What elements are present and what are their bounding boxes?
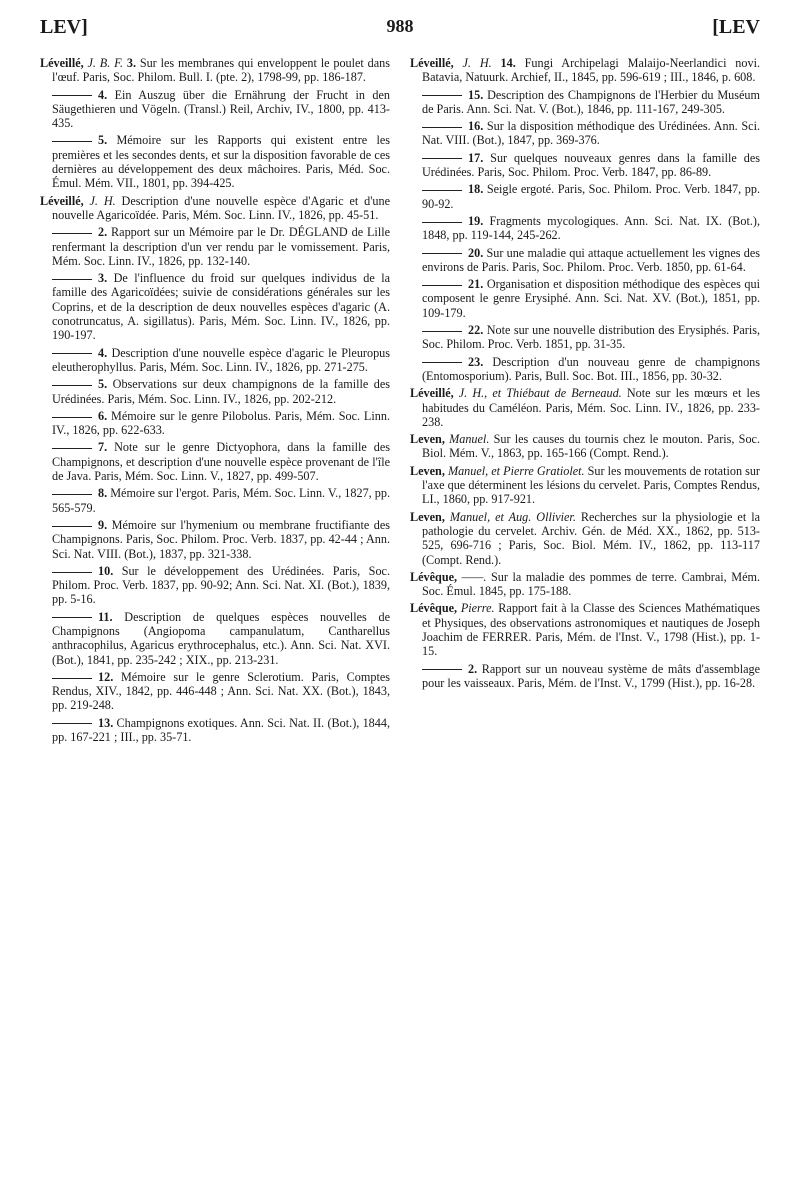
entry-number: 17. — [468, 150, 484, 165]
header-right: [LEV — [712, 16, 760, 38]
bibliography-entry — [410, 432, 760, 461]
entry-given-name: Manuel. — [449, 432, 490, 447]
entry-text: Mémoire sur l'hymenium ou membrane fructifiante des Champignons. Paris, Soc. Philom. Proc. Verb. 1837, pp. 42-44 ; Ann. Sci. Nat. VIII. (Bot.), 1837, pp. 321-338. — [52, 517, 390, 561]
entry-text: Mémoire sur les Rapports qui existent entre les premières et les secondes dents, et sur la disposition favorable de ces dernières au développement des deux mâchoires. Paris, Méd. Soc. Émul. Mém. VII., 1801, pp. 394-425. — [52, 133, 390, 191]
ditto-dash — [52, 572, 92, 573]
bibliography-entry — [40, 440, 390, 483]
bibliography-entry — [410, 355, 760, 384]
entry-text: Mémoire sur le genre Sclerotium. Paris, Comptes Rendus, XIV., 1842, pp. 446-448 ; Ann. Sci. Nat. XX. (Bot.), 1843, pp. 219-248. — [52, 669, 391, 713]
ditto-dash — [52, 494, 92, 495]
entry-text: Sur la disposition méthodique des Urédinées. Ann. Sci. Nat. VIII. (Bot.), 1847, pp. 369-376. — [422, 119, 760, 148]
ditto-dash — [52, 448, 92, 449]
ditto-dash — [52, 678, 92, 679]
ditto-dash — [52, 526, 92, 527]
entry-text: De l'influence du froid sur quelques individus de la famille des Agaricoïdées; suivie de considérations générales sur les Coprins, et de la description de deux nouvelles espèces d'agaric (A. conotruncatus, A. sigillatus). Paris, Mém. Soc. Linn. IV., 1826, pp. 190-197. — [52, 271, 391, 343]
entry-author: Léveillé, — [40, 56, 84, 70]
bibliography-entry — [40, 377, 390, 406]
entry-number: 23. — [468, 354, 484, 369]
bibliography-entry — [40, 518, 390, 561]
entry-author: Leven, — [410, 509, 445, 524]
entry-number: 20. — [468, 245, 484, 260]
entry-text: Rapport sur un nouveau système de mâts d'assemblage pour les vaisseaux. Paris, Mém. de l'Inst. V., 1799 (Hist.), pp. 16-28. — [422, 661, 760, 690]
page-number: 988 — [386, 16, 414, 36]
entry-number: 10. — [98, 563, 114, 578]
bibliography-entry — [410, 119, 760, 148]
ditto-dash — [422, 362, 462, 363]
bibliography-entry — [410, 151, 760, 180]
bibliography-entry — [410, 662, 760, 691]
entry-number: 4. — [98, 345, 108, 360]
entry-text: Champignons exotiques. Ann. Sci. Nat. II. (Bot.), 1844, pp. 167-221 ; III., pp. 35-71. — [52, 715, 391, 745]
columns — [40, 56, 760, 747]
entry-given-name: Manuel, et Pierre Gratiolet. — [447, 463, 585, 478]
bibliography-entry — [40, 670, 390, 713]
entry-number: 15. — [468, 87, 484, 102]
bibliography-entry — [40, 486, 390, 515]
ditto-dash — [422, 127, 462, 128]
entry-number: 2. — [98, 225, 108, 240]
ditto-dash — [52, 723, 92, 724]
bibliography-entry — [410, 386, 760, 429]
ditto-dash — [52, 279, 92, 280]
entry-text: Mémoire sur l'ergot. Paris, Mém. Soc. Linn. V., 1827, pp. 565-579. — [52, 486, 391, 515]
entry-text: Sur quelques nouveaux genres dans la famille des Urédinées. Paris, Soc. Philom. Proc. Verb. 1847, pp. 86-89. — [422, 150, 761, 180]
entry-number: 8. — [98, 486, 108, 501]
entry-given-name: J. B. F. — [87, 56, 124, 70]
ditto-dash — [52, 141, 92, 142]
ditto-dash — [422, 158, 462, 159]
entry-given-name: Manuel, et Aug. Ollivier. — [449, 509, 576, 524]
ditto-dash — [422, 190, 462, 191]
bibliography-entry — [410, 601, 760, 658]
entry-text: Fungi Archipelagi Malaijo-Neerlandici novi. Batavia, Natuurk. Archief, II., 1845, pp. 596-619 ; III., 1846, p. 608. — [422, 56, 761, 85]
entry-text: Note sur une nouvelle distribution des Erysiphés. Paris, Soc. Philom. Proc. Verb. 1851, pp. 31-35. — [422, 323, 760, 352]
bibliography-entry — [40, 409, 390, 438]
bibliography-entry — [410, 323, 760, 352]
running-header — [40, 10, 760, 40]
bibliography-entry — [410, 570, 760, 599]
entry-number: 2. — [468, 661, 478, 676]
ditto-dash — [52, 617, 92, 618]
entry-text: Sur les causes du tournis chez le mouton. Paris, Soc. Biol. Mém. V., 1863, pp. 165-166 (Compt. Rend.). — [422, 432, 760, 461]
ditto-dash — [52, 353, 92, 354]
bibliography-entry — [410, 182, 760, 211]
entry-given-name: J. H. — [462, 56, 492, 70]
entry-text: Description d'une nouvelle espèce d'Agaric et d'une nouvelle Agaricoïdée. Paris, Mém. Soc. Linn. IV., 1826, pp. 45-51. — [52, 193, 391, 222]
entry-text: Mémoire sur le genre Pilobolus. Paris, Mém. Soc. Linn. IV., 1826, pp. 622-633. — [52, 408, 390, 438]
ditto-dash — [422, 253, 462, 254]
entry-number: 7. — [98, 440, 108, 455]
entry-given-name: J. H., et Thiébaut de Berneaud. — [458, 386, 622, 401]
entry-author: Léveillé, — [410, 386, 454, 401]
right-column — [410, 56, 760, 747]
entry-text: Rapport fait à la Classe des Sciences Mathématiques et Physiques, des observations astronomiques et nautiques de Joseph Joachim de FERRER. Paris, Mém. de l'Inst. V., 1798 (Hist.), pp. 1-15. — [422, 601, 761, 659]
bibliography-entry — [410, 88, 760, 117]
left-column — [40, 56, 390, 747]
entry-number: 3. — [98, 271, 108, 286]
entry-number: 6. — [98, 408, 108, 423]
entry-number: 16. — [468, 119, 484, 134]
entry-author: Leven, — [410, 463, 445, 478]
entry-text: Sur une maladie qui attaque actuellement les vignes des environs de Paris. Paris, Soc. Philom. Proc. Verb. 1850, pp. 61-64. — [422, 245, 760, 274]
entry-number: 9. — [98, 517, 108, 532]
entry-author: Lévêque, — [410, 601, 458, 616]
bibliography-entry — [40, 716, 390, 745]
bibliography-entry — [410, 464, 760, 507]
bibliography-entry — [40, 88, 390, 131]
entry-number: 12. — [98, 669, 114, 684]
bibliography-entry — [410, 56, 760, 85]
ditto-dash — [422, 285, 462, 286]
ditto-dash — [422, 95, 462, 96]
bibliography-entry — [410, 214, 760, 243]
bibliography-entry — [410, 510, 760, 567]
entry-number: 5. — [98, 133, 108, 148]
entry-text: Observations sur deux champignons de la famille des Urédinées. Paris, Mém. Soc. Linn. IV., 1826, pp. 202-212. — [52, 377, 391, 406]
entry-number: 3. — [126, 56, 136, 70]
bibliography-entry — [40, 225, 390, 268]
entry-text: Note sur les mœurs et les habitudes du Caméléon. Paris, Mém. Soc. Linn. IV., 1826, pp. 233-238. — [422, 386, 760, 429]
entry-number: 4. — [98, 87, 108, 102]
ditto-dash — [52, 385, 92, 386]
entry-number: 21. — [468, 277, 484, 292]
entry-text: Sur la maladie des pommes de terre. Cambrai, Mém. Soc. Émul. 1845, pp. 175-188. — [422, 569, 761, 599]
bibliography-entry — [40, 194, 390, 223]
entry-number: 11. — [98, 609, 113, 624]
bibliography-entry — [40, 610, 390, 667]
entry-given-name: J. H. — [89, 193, 116, 208]
entry-text: Recherches sur la physiologie et la pathologie du cervelet. Archiv. Gén. de Méd. XX., 1862, pp. 513-525, 696-716 ; Paris, Soc. Biol. Mém. IV., 1862, pp. 113-117 (Compt. Rend.). — [422, 509, 760, 567]
entry-text: Sur les mouvements de rotation sur l'axe que déterminent les lésions du cervelet. Paris, Comptes Rendus, LI., 1860, pp. 917-921. — [422, 463, 760, 507]
entry-text: Seigle ergoté. Paris, Soc. Philom. Proc. Verb. 1847, pp. 90-92. — [422, 182, 761, 211]
entry-given-name: Pierre. — [460, 601, 495, 616]
entry-number: 22. — [468, 323, 484, 338]
entry-given-name: ——. — [461, 569, 487, 584]
entry-author: Lévêque, — [410, 569, 458, 584]
entry-text: Sur le développement des Urédinées. Paris, Soc. Philom. Proc. Verb. 1837, pp. 90-92; Ann. Sci. Nat. XI. (Bot.), 1839, pp. 5-16. — [52, 563, 390, 607]
ditto-dash — [422, 222, 462, 223]
bibliography-entry — [40, 271, 390, 342]
ditto-dash — [52, 233, 92, 234]
bibliography-entry — [40, 56, 390, 85]
bibliography-entry — [40, 346, 390, 375]
entry-author: Léveillé, — [40, 193, 84, 208]
entry-number: 14. — [500, 56, 516, 70]
entry-text: Rapport sur un Mémoire par le Dr. DÉGLAND de Lille renfermant la description d'un ver rendu par le vomissement. Paris, Mém. Soc. Linn. IV., 1826, pp. 132-140. — [52, 225, 390, 268]
entry-text: Note sur le genre Dictyophora, dans la famille des Champignons, et description d'une nouvelle espèce provenant de l'île de Java. Paris, Mém. Soc. Linn. V., 1827, pp. 499-507. — [52, 440, 391, 484]
entry-text: Description des Champignons de l'Herbier du Muséum de Paris. Ann. Sci. Nat. V. (Bot.), 1846, pp. 111-167, 249-305. — [422, 87, 760, 116]
entry-text: Ein Auszug über die Ernährung der Frucht in den Säugethieren und Vögeln. (Transl.) Reil, Archiv, IV., 1800, pp. 413-435. — [52, 87, 390, 131]
entry-number: 18. — [468, 182, 484, 197]
ditto-dash — [422, 669, 462, 670]
entry-text: Description de quelques espèces nouvelles de Champignons (Angiopoma campanulatum, Cantharellus anthracophilus, Agaricus erythrocephalus, etc.). Ann. Sci. Nat. XVI. (Bot.), 1841, pp. 235-242 ; XIX., pp. 213-231. — [52, 609, 390, 667]
entry-author: Leven, — [410, 432, 445, 447]
header-left: LEV] — [40, 16, 88, 38]
entry-number: 13. — [98, 715, 114, 730]
ditto-dash — [422, 331, 462, 332]
entry-text: Description d'une nouvelle espèce d'agaric le Pleuropus eleutherophyllus. Paris, Mém. Soc. Linn. IV., 1826, pp. 271-275. — [52, 345, 390, 374]
ditto-dash — [52, 95, 92, 96]
entry-author: Léveillé, — [410, 56, 454, 70]
bibliography-entry — [410, 277, 760, 320]
bibliography-entry — [40, 564, 390, 607]
ditto-dash — [52, 417, 92, 418]
bibliography-entry — [410, 246, 760, 275]
entry-number: 5. — [98, 377, 108, 392]
entry-text: Description d'un nouveau genre de champignons (Entomosporium). Paris, Bull. Soc. Bot. III., 1856, pp. 30-32. — [422, 354, 761, 383]
entry-text: Fragments mycologiques. Ann. Sci. Nat. IX. (Bot.), 1848, pp. 119-144, 245-262. — [422, 213, 760, 243]
entry-text: Organisation et disposition méthodique des espèces qui composent le genre Erysiphé. Ann. Sci. Nat. XV. (Bot.), 1851, pp. 109-179. — [422, 277, 760, 320]
entry-text: Sur les membranes qui enveloppent le poulet dans l'œuf. Paris, Soc. Philom. Bull. I. (pte. 2), 1798-99, pp. 186-187. — [52, 56, 390, 85]
entry-number: 19. — [468, 213, 484, 228]
bibliography-entry — [40, 133, 390, 190]
